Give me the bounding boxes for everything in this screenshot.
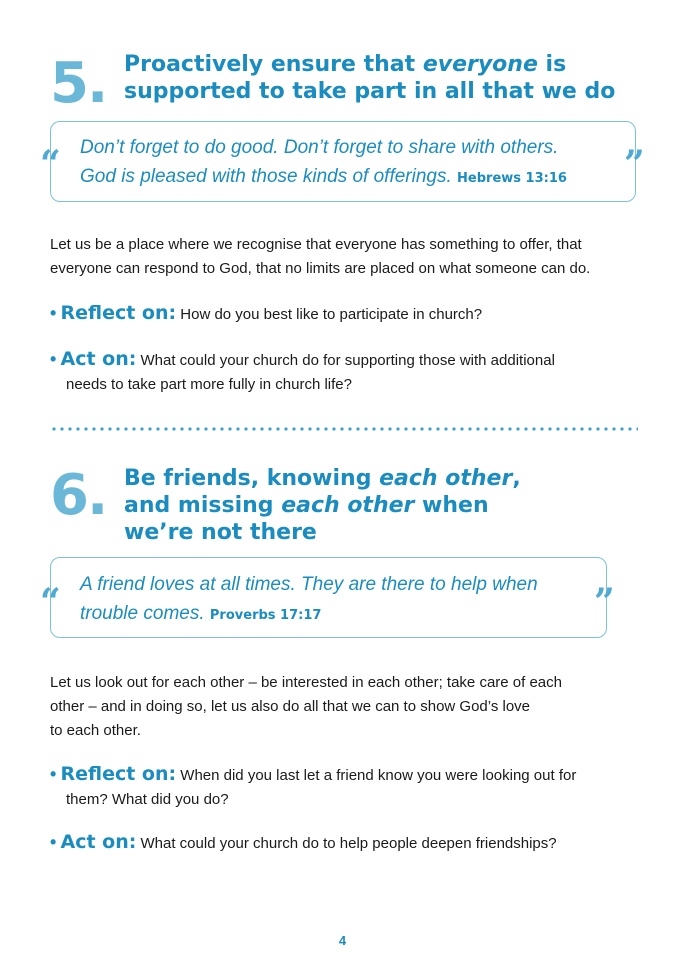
bullet-icon: •: [50, 349, 57, 369]
heading-emphasis: each other: [379, 466, 513, 491]
bullet-icon: •: [50, 832, 57, 852]
body-line: Let us be a place where we recognise that everyone has something to offer, that: [50, 236, 582, 253]
close-quote-icon: ”: [624, 143, 645, 185]
heading-text: Be friends, knowing: [124, 466, 380, 491]
quote-line: Don’t forget to do good. Don’t forget to share with others.: [80, 137, 559, 158]
quote-line: trouble comes.: [80, 603, 205, 624]
open-quote-icon: “: [40, 143, 61, 185]
body-line: Let us look out for each other – be interested in each other; take care of each: [50, 674, 562, 691]
close-quote-icon: ”: [594, 581, 615, 623]
heading-text: Proactively ensure that: [124, 52, 423, 77]
act-bullet: [50, 347, 555, 397]
section-heading: [124, 465, 521, 546]
bullet-icon: •: [50, 303, 57, 323]
heading-text: we’re not there: [124, 520, 317, 545]
section-heading: [124, 51, 615, 105]
heading-text: is: [537, 52, 567, 77]
body-line: everyone can respond to God, that no limits are placed on what someone can do.: [50, 260, 591, 277]
heading-emphasis: everyone: [422, 52, 538, 77]
heading-text: ,: [512, 466, 521, 491]
heading-emphasis: each other: [281, 493, 415, 518]
reflect-bullet: [50, 301, 482, 327]
dotted-divider: [50, 427, 638, 431]
act-text: What could your church do for supporting those with additional: [140, 352, 555, 369]
heading-text: and missing: [124, 493, 282, 518]
reflect-text: them? What did you do?: [66, 791, 229, 808]
scripture-reference: Proverbs 17:17: [209, 608, 322, 623]
body-paragraph: [50, 233, 590, 281]
reflect-text: How do you best like to participate in church?: [180, 306, 483, 323]
section-number: 6.: [50, 463, 107, 528]
act-label: Act on:: [60, 348, 137, 370]
bullet-icon: •: [50, 764, 57, 784]
reflect-label: Reflect on:: [60, 302, 177, 324]
act-text: What could your church do to help people deepen friendships?: [140, 835, 557, 852]
act-text: needs to take part more fully in church life?: [66, 376, 352, 393]
act-bullet: [50, 830, 557, 856]
heading-text: when: [414, 493, 489, 518]
quote-line: A friend loves at all times. They are there to help when: [80, 574, 538, 595]
reflect-bullet: [50, 762, 576, 812]
page-number: 4: [338, 933, 347, 948]
reflect-label: Reflect on:: [60, 763, 177, 785]
body-line: other – and in doing so, let us also do all that we can to show God’s love: [50, 698, 531, 715]
section-number: 5.: [50, 51, 107, 116]
body-line: to each other.: [50, 722, 141, 739]
body-paragraph: [50, 671, 562, 743]
bible-quote: [80, 133, 567, 193]
quote-line: God is pleased with those kinds of offerings.: [80, 166, 452, 187]
bible-quote: [80, 570, 538, 630]
scripture-reference: Hebrews 13:16: [457, 171, 567, 186]
act-label: Act on:: [60, 831, 137, 853]
reflect-text: When did you last let a friend know you were looking out for: [180, 767, 577, 784]
heading-text: supported to take part in all that we do: [124, 79, 616, 104]
open-quote-icon: “: [40, 581, 61, 623]
